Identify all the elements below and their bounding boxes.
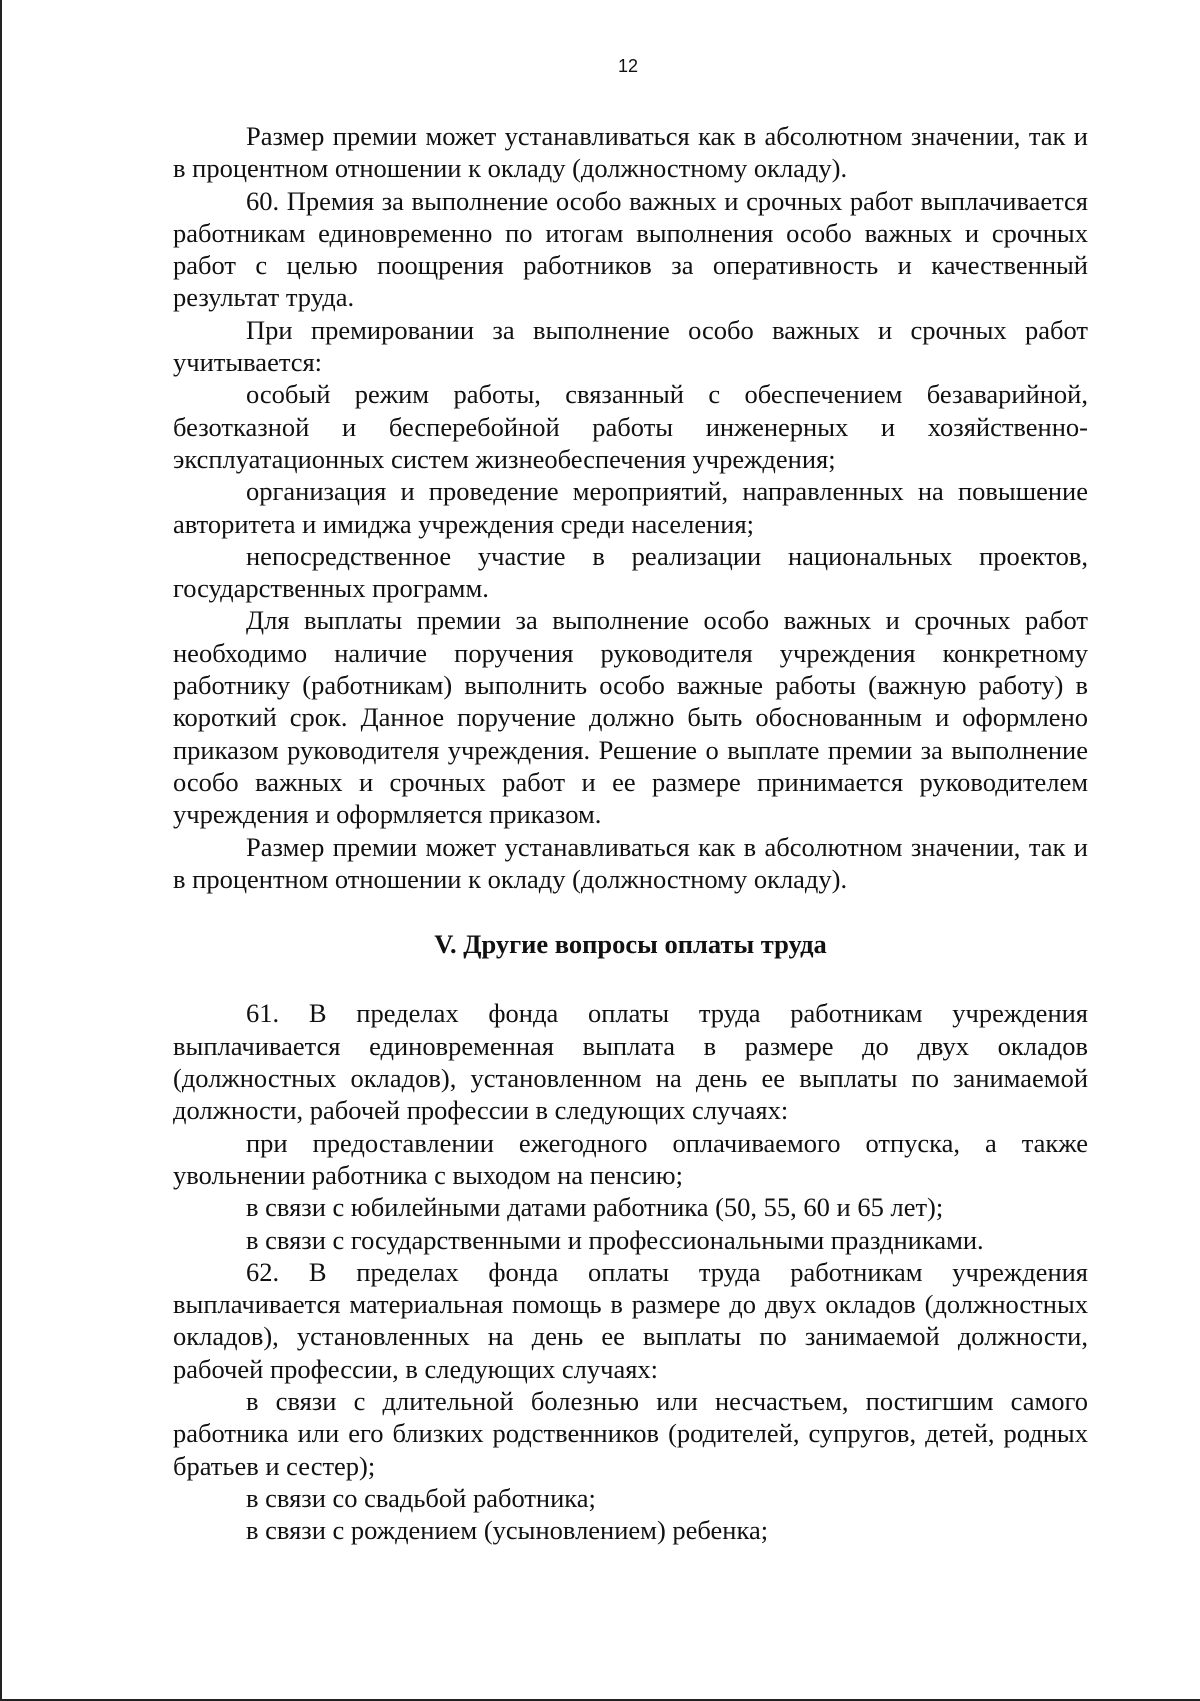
paragraph: При премировании за выполнение особо важных и срочных работ учитывается: <box>173 314 1088 378</box>
page-number: 12 <box>617 56 639 76</box>
paragraph: Для выплаты премии за выполнение особо важных и срочных работ необходимо наличие поручения руководителя учреждения конкретному работнику (работникам) выполнить особо важные работы (важную работу) в короткий срок. Данное поручение должно быть обоснованным и оформлено приказом руководителя учреждения. Решение о выплате премии за выполнение особо важных и срочных работ и ее размере принимается руководителем учреждения и оформляется приказом. <box>173 605 1088 830</box>
paragraph: Размер премии может устанавливаться как в абсолютном значении, так и в процентном отношении к окладу (должностному окладу). <box>173 831 1088 894</box>
list-item: непосредственное участие в реализации национальных проектов, государственных программ. <box>173 540 1088 604</box>
paragraph-item-61: 61. В пределах фонда оплаты труда работникам учреждения выплачивается единовременная выплата в размере до двух окладов (должностных окладов), установленном на день ее выплаты по занимаемой должности, рабочей профессии в следующих случаях: <box>173 998 1088 1126</box>
paragraph: Размер премии может устанавливаться как в абсолютном значении, так и в процентном отношении к окладу (должностному окладу). <box>173 121 1088 184</box>
section-heading: V. Другие вопросы оплаты труда <box>434 929 827 960</box>
list-item: особый режим работы, связанный с обеспечением безаварийной, безотказной и бесперебойной работы инженерных и хозяйственно-эксплуатационных систем жизнеобеспечения учреждения; <box>173 379 1088 474</box>
document-body <box>173 120 1088 1546</box>
paragraph-item-62: 62. В пределах фонда оплаты труда работникам учреждения выплачивается материальная помощь в размере до двух окладов (должностных окладов), установленных на день ее выплаты по занимаемой должности, рабочей профессии, в следующих случаях: <box>173 1256 1088 1384</box>
list-item: организация и проведение мероприятий, направленных на повышение авторитета и имиджа учреждения среди населения; <box>173 476 1088 539</box>
list-item: в связи с длительной болезнью или несчастьем, постигшим самого работника или его близких родственников (родителей, супругов, детей, родных братьев и сестер); <box>173 1385 1088 1481</box>
list-item: в связи с государственными и профессиональными праздниками. <box>246 1224 984 1255</box>
list-item: в связи с юбилейными датами работника (50, 55, 60 и 65 лет); <box>246 1192 944 1223</box>
paragraph-item-60: 60. Премия за выполнение особо важных и срочных работ выплачивается работникам единовременно по итогам выполнения особо важных и срочных работ с целью поощрения работников за оперативность и качественный результат труда. <box>173 185 1088 313</box>
list-item: в связи со свадьбой работника; <box>246 1482 596 1513</box>
list-item: при предоставлении ежегодного оплачиваемого отпуска, а также увольнении работника с выходом на пенсию; <box>173 1127 1088 1190</box>
list-item: в связи с рождением (усыновлением) ребенка; <box>246 1515 769 1546</box>
